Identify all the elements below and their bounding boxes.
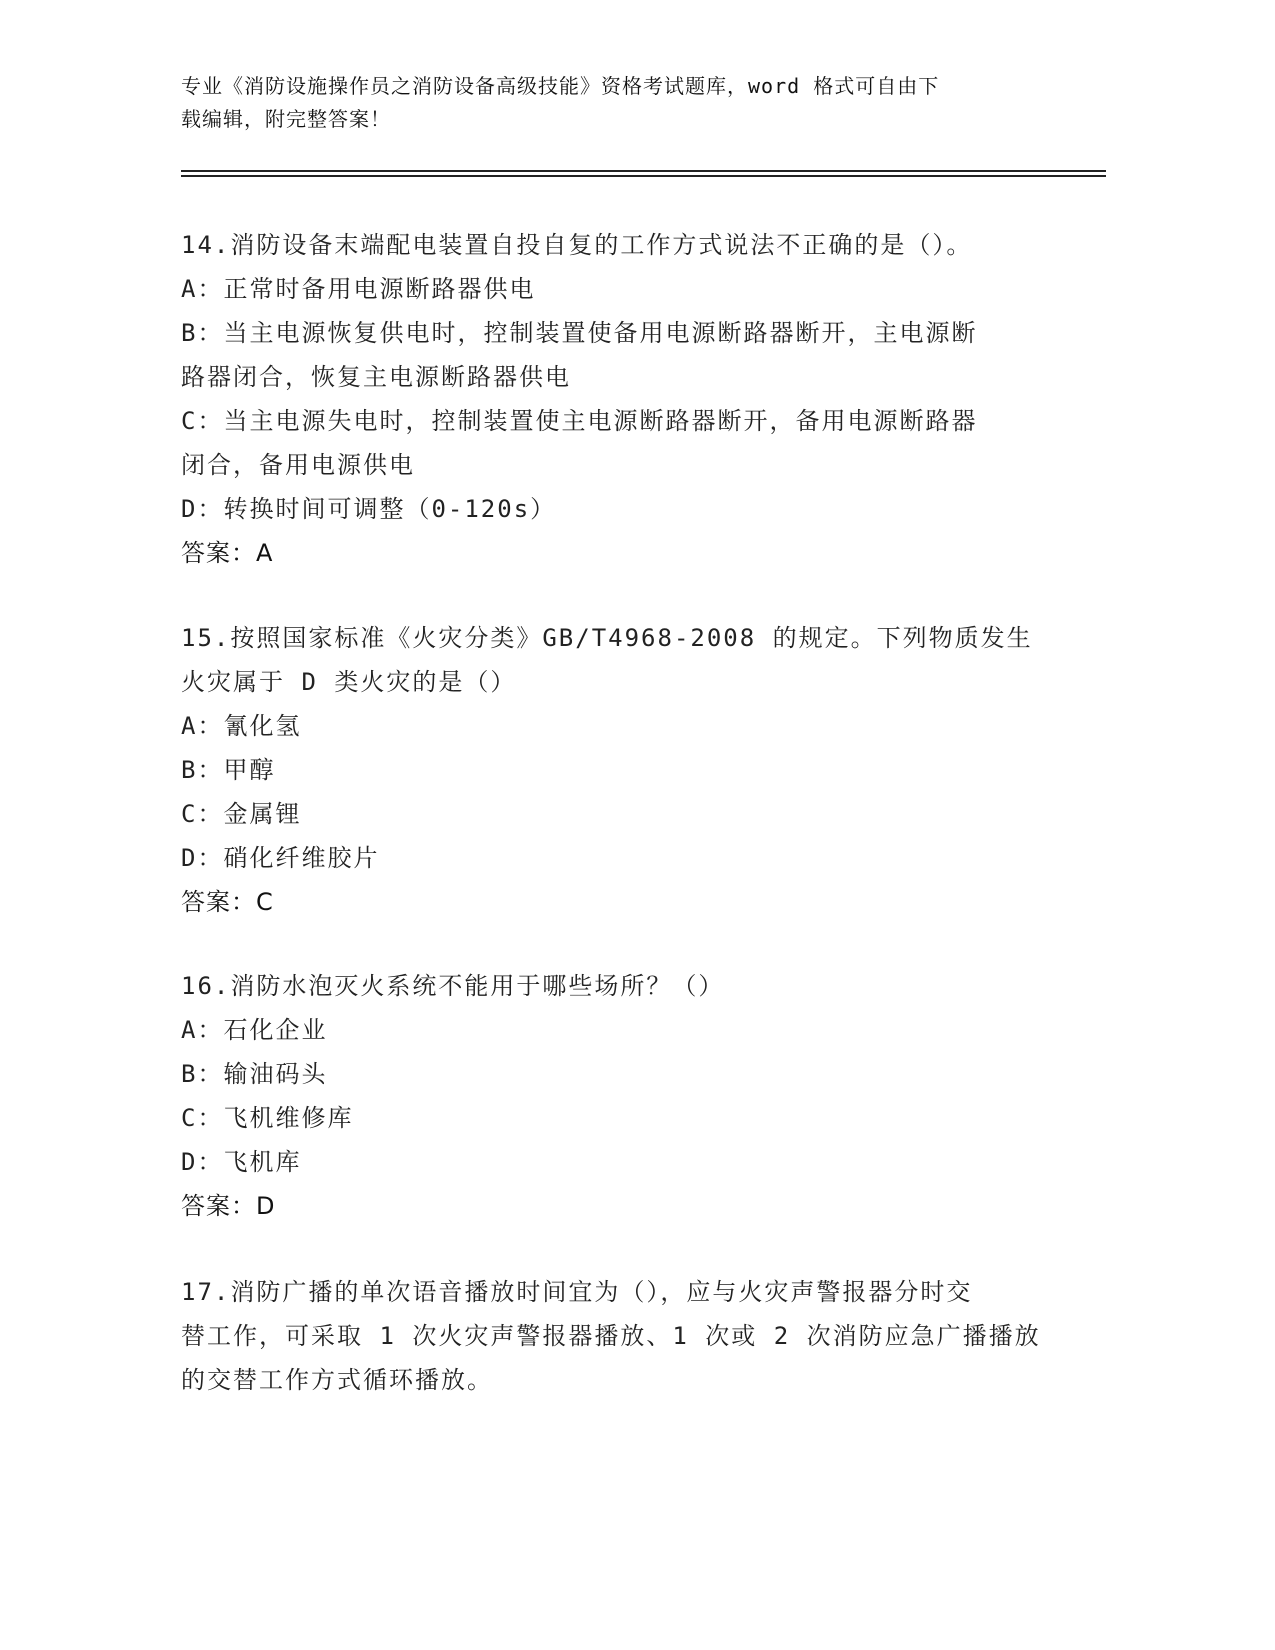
- option-a: A：氰化氢: [181, 712, 302, 740]
- header-line: 专业《消防设施操作员之消防设备高级技能》资格考试题库，word 格式可自由下: [181, 74, 940, 98]
- question-14: [181, 223, 1051, 575]
- answer: 答案：C: [181, 888, 274, 916]
- question-stem: 14.消防设备末端配电装置自投自复的工作方式说法不正确的是（）。: [181, 231, 973, 259]
- header-divider: [181, 175, 1106, 177]
- option-a: A：石化企业: [181, 1016, 328, 1044]
- option-b: 路器闭合，恢复主电源断路器供电: [181, 363, 571, 391]
- answer: 答案：D: [181, 1192, 276, 1220]
- question-stem: 16.消防水泡灭火系统不能用于哪些场所？（）: [181, 972, 725, 1000]
- document-header: [181, 70, 1061, 136]
- option-c: C：当主电源失电时，控制装置使主电源断路器断开，备用电源断路器: [181, 407, 978, 435]
- question-16: [181, 964, 1051, 1228]
- option-b: B：当主电源恢复供电时，控制装置使备用电源断路器断开，主电源断: [181, 319, 978, 347]
- option-c: C：飞机维修库: [181, 1104, 354, 1132]
- option-d: D：硝化纤维胶片: [181, 844, 380, 872]
- question-15: [181, 616, 1051, 924]
- question-stem: 17.消防广播的单次语音播放时间宜为（），应与火灾声警报器分时交: [181, 1278, 973, 1306]
- option-b: B：输油码头: [181, 1060, 328, 1088]
- question-stem: 火灾属于 D 类火灾的是（）: [181, 668, 517, 696]
- option-b: B：甲醇: [181, 756, 276, 784]
- option-a: A：正常时备用电源断路器供电: [181, 275, 536, 303]
- question-stem: 15.按照国家标准《火灾分类》GB/T4968-2008 的规定。下列物质发生: [181, 624, 1033, 652]
- answer: 答案：A: [181, 539, 274, 567]
- option-d: D：飞机库: [181, 1148, 302, 1176]
- question-stem: 的交替工作方式循环播放。: [181, 1366, 493, 1394]
- option-c: C：金属锂: [181, 800, 302, 828]
- header-divider: [181, 170, 1106, 172]
- question-17: [181, 1270, 1051, 1402]
- question-stem: 替工作，可采取 1 次火灾声警报器播放、1 次或 2 次消防应急广播播放: [181, 1322, 1041, 1350]
- option-c: 闭合，备用电源供电: [181, 451, 415, 479]
- option-d: D：转换时间可调整（0-120s）: [181, 495, 557, 523]
- header-line: 载编辑，附完整答案！: [181, 107, 391, 131]
